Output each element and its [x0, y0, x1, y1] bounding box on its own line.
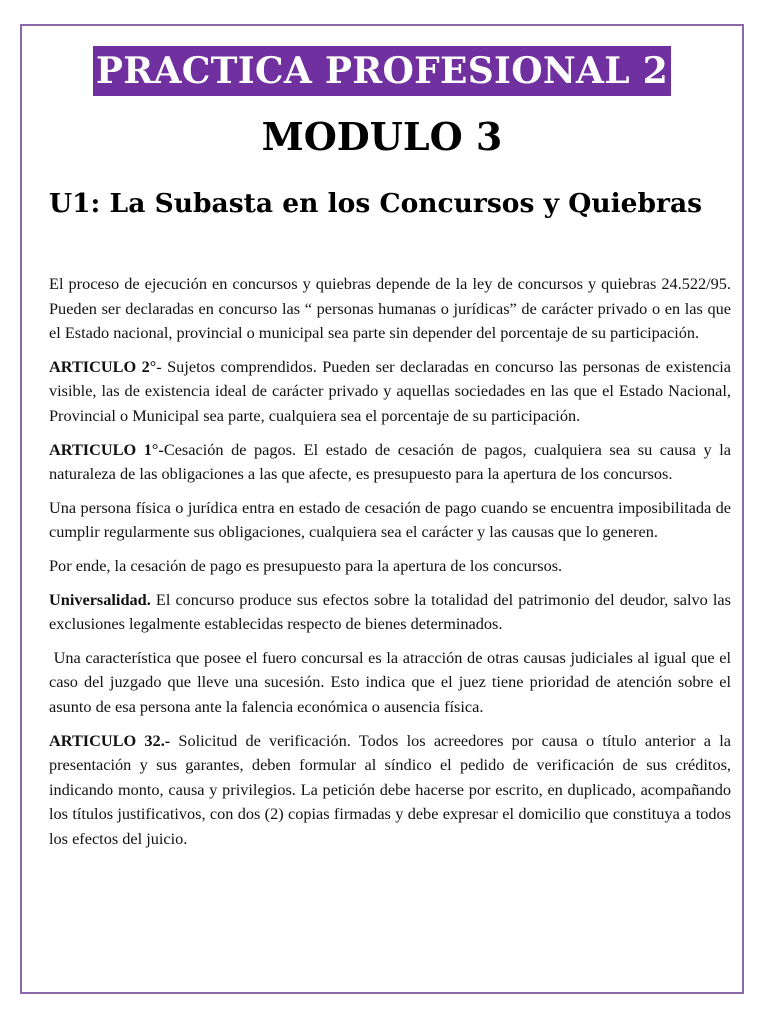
- paragraph-text: Por ende, la cesación de pago es presupuesto para la apertura de los concursos.: [49, 555, 563, 575]
- paragraph: [49, 729, 731, 852]
- paragraph-text: Solicitud de verificación. Todos los acreedores por causa o título anterior a la presentación y sus garantes, deben formular al síndico el pedido de verificación de sus créditos, indicando monto, causa y privilegios. La petición debe hacerse por escrito, en duplicado, acompañando los títulos justificativos, con dos (2) copias firmadas y debe expresar el domicilio que constituya a todos los efectos del juicio.: [49, 730, 731, 848]
- banner-wrap: [22, 46, 742, 96]
- document-body: [49, 272, 736, 860]
- paragraph-text: Una persona física o jurídica entra en estado de cesación de pago cuando se encuentra imposibilitada de cumplir regularmente sus obligaciones, cualquiera sea el carácter y las causas que lo generen.: [49, 497, 731, 542]
- paragraph: [49, 438, 731, 487]
- paragraph-text: El concurso produce sus efectos sobre la totalidad del patrimonio del deudor, salvo las exclusiones legalmente establecidas respecto de bienes determinados.: [49, 589, 731, 634]
- paragraph-text: El proceso de ejecución en concursos y quiebras depende de la ley de concursos y quiebras 24.522/95. Pueden ser declaradas en concurso las “ personas humanas o jurídicas” de carácter privado o en las que el Estado nacional, provincial o municipal sea parte sin depender del porcentaje de su participación.: [49, 274, 731, 343]
- course-title-banner: PRACTICA PROFESIONAL 2: [93, 46, 671, 96]
- paragraph: [49, 272, 731, 346]
- paragraph: [49, 588, 731, 637]
- article-lead: ARTICULO 2°: [49, 356, 157, 376]
- paragraph-text: Una característica que posee el fuero concursal es la atracción de otras causas judiciales al igual que el caso del juzgado que lleve una sucesión. Esto indica que el juez tiene prioridad de atención sobre el asunto de esa persona ante la falencia económica o ausencia física.: [49, 647, 736, 716]
- unit-heading: U1: La Subasta en los Concursos y Quiebras: [49, 188, 703, 219]
- article-lead: ARTICULO 1°-: [49, 439, 164, 459]
- paragraph-text: - Sujetos comprendidos. Pueden ser declaradas en concurso las personas de existencia visible, las de existencia ideal de carácter privado y aquellas sociedades en las que el Estado Nacional, Provincial o Municipal sea parte, cualquiera sea el porcentaje de su participación.: [49, 356, 731, 425]
- term-lead: Universalidad.: [49, 589, 151, 609]
- document-page: [20, 24, 744, 994]
- paragraph: [49, 554, 731, 579]
- paragraph: [49, 355, 731, 429]
- paragraph-text: Cesación de pagos. El estado de cesación de pagos, cualquiera sea su causa y la naturaleza de las obligaciones a las que afecte, es presupuesto para la apertura de los concursos.: [49, 439, 731, 484]
- paragraph: [49, 646, 736, 720]
- article-lead: ARTICULO 32.-: [49, 730, 171, 750]
- paragraph: [49, 496, 731, 545]
- module-title: MODULO 3: [261, 114, 503, 159]
